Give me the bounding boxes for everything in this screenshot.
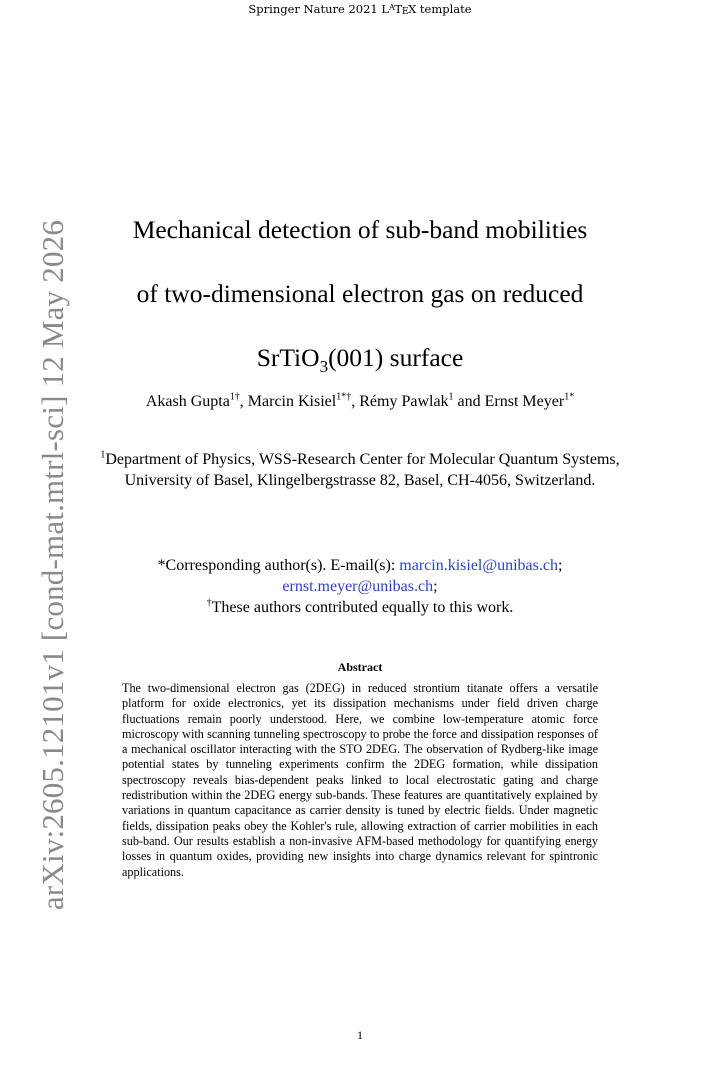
author-name: , Marcin Kisiel xyxy=(239,393,337,410)
running-header xyxy=(0,2,720,16)
page-number: 1 xyxy=(357,1028,363,1042)
author-name: , Rémy Pawlak xyxy=(351,393,449,410)
title-suffix: (001) surface xyxy=(328,343,464,372)
affiliation xyxy=(96,449,624,491)
abstract-heading: Abstract xyxy=(337,660,383,674)
latex-logo-x: X xyxy=(408,2,417,16)
dagger-mark: † xyxy=(206,597,212,609)
arxiv-identifier: arXiv:2605.12101v1 [cond-mat.mtrl-sci] 12 May 2026 xyxy=(35,219,70,911)
header-suffix: template xyxy=(416,2,472,16)
title-subscript: 3 xyxy=(319,357,329,377)
correspondence-separator: ; xyxy=(557,557,563,574)
author-name: and Ernst Meyer xyxy=(453,393,565,410)
correspondence xyxy=(96,555,624,618)
title-line-1: Mechanical detection of sub-band mobilities xyxy=(132,215,588,244)
author-mark: 1† xyxy=(229,391,240,403)
latex-logo-e: E xyxy=(401,7,409,17)
title-line-2: of two-dimensional electron gas on reduced xyxy=(136,279,584,308)
header-text: Springer Nature 2021 xyxy=(248,2,382,16)
author-name: Akash Gupta xyxy=(145,393,230,410)
latex-logo-l: L xyxy=(381,2,390,16)
affiliation-text: Department of Physics, WSS-Research Center for Molecular Quantum Systems, University of Basel, Klingelbergstrasse 82, Basel, CH-4056, Switzerland. xyxy=(105,451,620,489)
author-list xyxy=(96,392,624,412)
latex-logo-t: T xyxy=(394,2,402,16)
latex-logo-a: A xyxy=(389,3,395,12)
title-line-3 xyxy=(96,326,624,390)
paper-title xyxy=(96,198,624,390)
correspondence-end: ; xyxy=(433,578,438,595)
author-mark: 1*† xyxy=(336,391,352,403)
abstract-body: The two-dimensional electron gas (2DEG) in reduced strontium titanate offers a versatile platform for oxide electronics, yet its dissipation mechanisms under field driven charge fluctuations remain poorly understood. Here, we combine low-temperature atomic force microscopy with scanning tunneling spectroscopy to probe the force and dissipation responses of a mechanical oscillator interacting with the STO 2DEG. The observation of Rydberg-like image potential states by tunneling experiments confirm the 2DEG formation, while dissipation spectroscopy reveals bias-dependent peaks linked to local electrostatic gating and charge redistribution within the 2DEG energy sub-bands. These features are quantitatively explained by variations in quantum capacitance as carrier density is tuned by electric fields. Under magnetic fields, dissipation peaks obey the Kohler's rule, allowing extraction of carrier mobilities in each sub-band. Our results establish a non-invasive AFM-based methodology for quantifying energy losses in quantum oxides, providing new insights into charge dynamics relevant for spintronic applications. xyxy=(122,681,598,879)
author-mark: 1* xyxy=(564,391,575,403)
arxiv-sidebar xyxy=(30,178,76,952)
author-mark: 1 xyxy=(448,391,454,403)
latex-logo xyxy=(381,2,416,16)
email-link-kisiel[interactable]: marcin.kisiel@unibas.ch xyxy=(399,557,558,574)
email-link-meyer[interactable]: ernst.meyer@unibas.ch xyxy=(282,578,434,595)
title-formula: SrTiO xyxy=(256,343,320,372)
correspondence-prefix: *Corresponding author(s). E-mail(s): xyxy=(157,557,400,574)
equal-contribution-note: These authors contributed equally to this work. xyxy=(211,599,514,616)
affiliation-mark: 1 xyxy=(100,449,106,461)
